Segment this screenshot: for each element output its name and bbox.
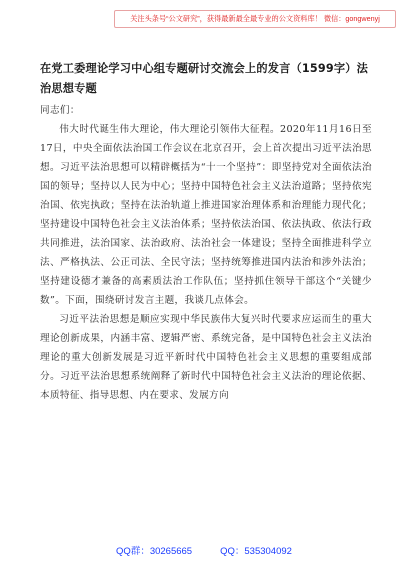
paragraph-2: 习近平法治思想是顺应实现中华民族伟大复兴时代要求应运而生的重大理论创新成果，内涵丰富、逻辑严密、系统完备，是中国特色社会主义法治理论的重大创新发展是习近平新时代中国特色社会主义思想的重要组成部分。习近平法治思想系统阐释了新时代中国特色社会主义法治的理论依据、本质特征、指导思想、内在要求、发展方向 [40, 314, 372, 401]
footer-contact [0, 543, 408, 557]
promo-banner-text: 关注头条号“公文研究”，获得最新最全最专业的公文资料库！ 微信：gongwenyj [130, 14, 380, 23]
paragraph-1: 伟大时代诞生伟大理论，伟大理论引领伟大征程。2020年11月16日至17日，中央全面依法治国工作会议在北京召开，会上首次提出习近平法治思想。习近平法治思想可以精辟概括为“十一个坚持”：即坚持党对全面依法治国的领导；坚持以人民为中心；坚持中国特色社会主义法治道路；坚持依宪治国、依宪执政；坚持在法治轨道上推进国家治理体系和治理能力现代化；坚持建设中国特色社会主义法治体系；坚持依法治国、依法执政、依法行政共同推进，法治国家、法治政府、法治社会一体建设；坚持全面推进科学立法、严格执法、公正司法、全民守法；坚持统筹推进国内法治和涉外法治；坚持建设德才兼备的高素质法治工作队伍；坚持抓住领导干部这个“关键少数”。下面，围绕研讨发言主题，我谈几点体会。 [40, 124, 372, 306]
promo-banner [114, 10, 396, 28]
footer-qq: QQ：535304092 [220, 546, 292, 557]
footer-qq-group: QQ群：30265665 [116, 546, 193, 557]
document-body [40, 101, 372, 405]
document-title: 在党工委理论学习中心组专题研讨交流会上的发言（1599字）法治思想专题 [40, 62, 369, 95]
greeting: 同志们： [40, 105, 80, 116]
